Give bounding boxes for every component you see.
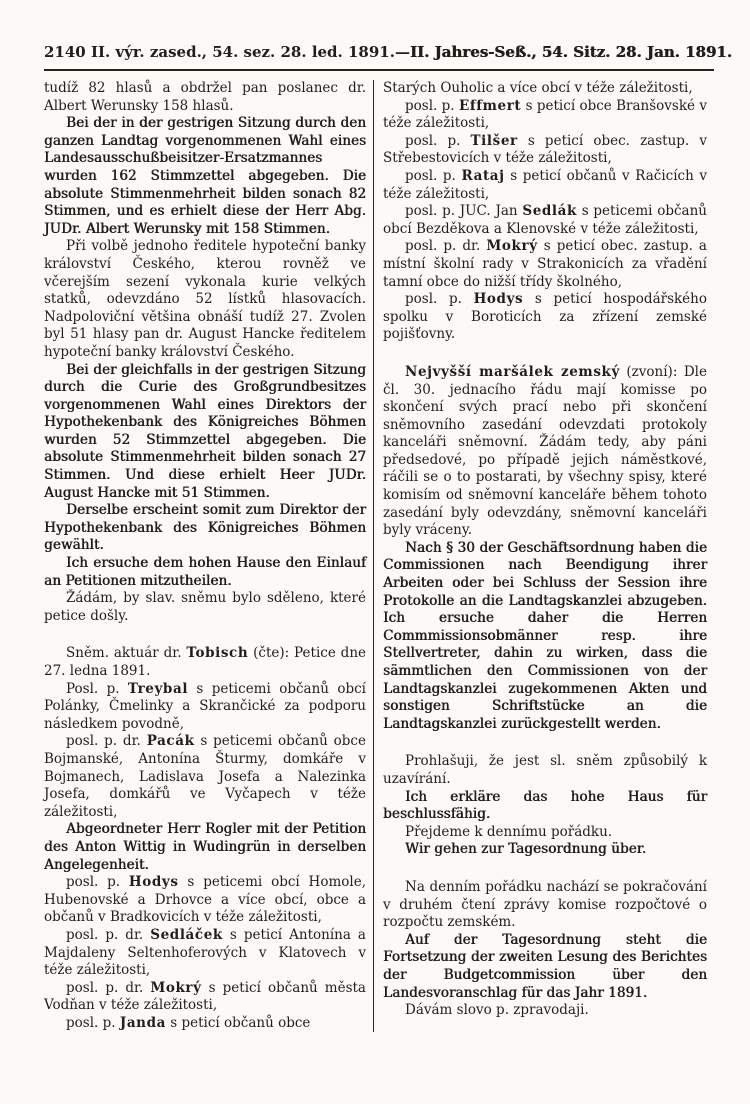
- bold-name: Sedlák: [522, 203, 577, 220]
- header-czech-session: 2140 II. výr. zased., 54. sez. 28. led. 1891.: [44, 43, 395, 61]
- paragraph: [44, 115, 366, 238]
- paragraph: [44, 590, 366, 625]
- text-segment: s peticí občanů města Vodňan v téže záležitosti,: [44, 979, 366, 1014]
- bold-name: Hodys: [128, 874, 179, 891]
- text-segment: s peticemi občanů obcí Polánky, Čmelinky a Skrančické za podporu následkem povodně,: [44, 680, 366, 732]
- text-segment: Abgeordneter Herr Rogler mit der Petition des Anton Wittig in Wudingrün in derselben Angelegenheit.: [44, 821, 366, 873]
- bold-name: Janda: [119, 1014, 166, 1031]
- paragraph: [383, 98, 707, 133]
- text-segment: s peticemi občanů obce Bojmanské, Antonína Šturmy, domkáře v Bojmanech, Ladislava Josefa a Nalezinka Josefa, domkářů ve Vyčapech v téže záležitosti,: [44, 733, 366, 820]
- left-column: [44, 80, 373, 1032]
- paragraph: [44, 238, 366, 361]
- paragraph: [383, 789, 707, 824]
- text-segment: posl. p. dr.: [66, 926, 151, 943]
- paragraph: [44, 681, 366, 734]
- bold-name: Rataj: [461, 167, 505, 184]
- text-segment: Posl. p.: [66, 680, 128, 697]
- bold-name: Nejvyšší maršálek zemský: [405, 363, 620, 380]
- text-segment: Starých Ouholic a více obcí v téže záležitosti,: [383, 80, 693, 96]
- bold-name: Pacák: [146, 733, 195, 750]
- text-segment: s peticí obce Branšovské v téže záležitosti,: [383, 97, 708, 132]
- text-segment: posl. p.: [405, 167, 462, 184]
- right-column: [374, 80, 707, 1032]
- paragraph: [383, 879, 707, 932]
- bold-name: Sedláček: [150, 926, 223, 943]
- text-columns: [44, 80, 714, 1032]
- text-segment: s peticemi občanů obcí Bezděkova a Klenovské v téže záležitosti,: [383, 203, 707, 237]
- text-segment: Přejdeme k dennímu pořádku.: [405, 823, 613, 840]
- paragraph: [44, 645, 366, 680]
- bold-name: Hodys: [473, 291, 524, 308]
- text-segment: Při volbě jednoho ředitele hypoteční banky království Českého, kterou rovněž ve včerejším sezení vykonala kurie velkých statků, odevzdáno 52 lístků hlasovacích. Nadpoloviční většina obnáší tudíž 27. Zvolen byl 51 hlasy pan dr. August Hancke ředitelem hypoteční banky království Českého.: [44, 238, 366, 360]
- text-segment: Ich ersuche dem hohen Hause den Einlauf an Petitionen mitzutheilen.: [44, 555, 366, 589]
- paragraph: [44, 927, 366, 980]
- text-segment: posl. p. dr.: [405, 238, 487, 255]
- header-german-session: II. Jahres-Seß., 54. Sitz. 28. Jan. 1891.: [409, 43, 732, 61]
- bold-name: Mokrý: [150, 979, 202, 996]
- text-segment: posl. p. dr.: [66, 733, 147, 750]
- header-dash: —: [394, 43, 410, 61]
- paragraph: [383, 540, 707, 734]
- paragraph: [44, 733, 366, 821]
- text-segment: Na denním pořádku nachází se pokračování v druhém čtení zprávy komise rozpočtové o rozpočtu zemském.: [383, 878, 707, 931]
- text-segment: Bei der in der gestrigen Sitzung durch den ganzen Landtag vorgenommenen Wahl eines Landesausschußbeisitzer-Ersatzmannes wurden 162 Stimmzettel abgegeben. Die absolute Stimmenmehrheit bilden sonach 82 Stimmen, und es erhielt diese der Herr Abg. JUDr. Albert Werunsky mit 158 Stimmen.: [44, 115, 366, 237]
- paragraph: [44, 874, 366, 927]
- paragraph: [383, 364, 707, 540]
- text-segment: s peticí obec. zastup. v Střebestovicích v téže záležitosti,: [383, 132, 707, 167]
- page-header: [44, 42, 732, 71]
- text-segment: posl. p.: [405, 97, 459, 114]
- paragraph: [383, 824, 707, 842]
- paragraph: [44, 362, 366, 503]
- text-segment: s peticí obec. zastup. a místní školní rady v Strakonicích za vřadění tamní obce do nižší třídy školného,: [383, 238, 707, 290]
- text-segment: posl. p. dr.: [66, 979, 151, 996]
- text-segment: s peticemi obcí Homole, Hubenovské a Drhovce a více obcí, obce a občanů v Bradkovicích v téže záležitosti,: [44, 874, 366, 926]
- text-segment: posl. p.: [405, 132, 471, 149]
- bold-name: Treybal: [127, 680, 189, 697]
- paragraph: [44, 80, 366, 115]
- text-segment: Žádám, by slav. sněmu bylo sděleno, které petice došly.: [44, 590, 366, 624]
- text-segment: s peticí hospodářského spolku v Boroticích za zřízení zemské pojišťovny.: [383, 291, 707, 343]
- bold-name: Tobisch: [186, 645, 249, 662]
- paragraph: [383, 841, 707, 859]
- paragraph: [383, 168, 707, 203]
- text-segment: posl. p.: [66, 1014, 120, 1031]
- text-segment: s peticí občanů v Račicích v téže záležitosti,: [383, 167, 708, 202]
- text-segment: (zvoní): Dle čl. 30. jednacího řádu mají komisse po skončení svých prací nebo při skončení sněmovního zasedání odevzdati protokoly kanceláři sněmovní. Žádám tedy, aby páni předsedové, po případě jejich náměstkové, ráčili se o to postarati, by všechny spisy, které komisím od sněmovní kanceláře během tohoto zasedání byly odevzdány, sněmovní kanceláři byly vráceny.: [383, 363, 707, 539]
- text-segment: s peticí Antonína a Majdaleny Seltenhoferových v Klatovech v téže záležitosti,: [44, 926, 366, 979]
- paragraph: [383, 753, 707, 788]
- text-segment: Ich erkläre das hohe Haus für beschlussfähig.: [383, 788, 707, 823]
- paragraph: [383, 1002, 707, 1020]
- paragraph: [44, 555, 366, 590]
- paragraph: [383, 932, 707, 1002]
- paragraph: [44, 980, 366, 1015]
- paragraph: [44, 1015, 366, 1033]
- paragraph: [44, 821, 366, 874]
- text-segment: Bei der gleichfalls in der gestrigen Sitzung durch die Curie des Großgrundbesitzes vorgenommenen Wahl eines Direktors der Hypothekenbank des Königreiches Böhmen wurden 52 Stimmzettel abgegeben. Die absolute Stimmenmehrheit bilden sonach 27 Stimmen. Und diese erhielt Heer JUDr. August Hancke mit 51 Stimmen.: [44, 361, 366, 501]
- bold-name: Effmert: [458, 97, 522, 114]
- paragraph: [383, 238, 707, 291]
- paragraph: [44, 502, 366, 555]
- paragraph: [383, 291, 707, 344]
- paragraph: [383, 80, 707, 98]
- text-segment: (čte): Petice dne 27. ledna 1891.: [44, 645, 367, 679]
- text-segment: Prohlašuji, že jest sl. sněm způsobilý k uzavírání.: [383, 753, 707, 787]
- text-segment: posl. p.: [405, 291, 474, 308]
- paragraph: [383, 203, 707, 238]
- paragraph: [383, 133, 707, 168]
- text-segment: Dávám slovo p. zpravodaji.: [405, 1002, 589, 1019]
- text-segment: s peticí občanů obce: [165, 1014, 311, 1031]
- text-segment: Wir gehen zur Tagesordnung über.: [405, 841, 647, 858]
- text-segment: Nach § 30 der Geschäftsordnung haben die Commissionen nach Beendigung ihrer Arbeiten oder bei Schluss der Session ihre Protokolle an die Landtagskanzlei abzugeben. Ich ersuche daher die Herren Commmissionsobmänner resp. ihre Stellvertreter, dahin zu wirken, dass die sämmtlichen den Commissionen von der Landtagskanzlei zugekommenen Akten und sonstigen Schriftstücke an die Landtagskanzlei zurückgestellt werden.: [383, 539, 707, 732]
- text-segment: posl. p.: [66, 874, 129, 891]
- text-segment: Auf der Tagesordnung steht die Fortsetzung der zweiten Lesung des Berichtes der Budgetcommission über den Landesvoranschlag für das Jahr 1891.: [383, 931, 707, 1001]
- text-segment: posl. p. JUC. Jan: [405, 203, 523, 220]
- text-segment: tudíž 82 hlasů a obdržel pan poslanec dr. Albert Werunsky 158 hlasů.: [44, 80, 366, 114]
- bold-name: Tilšer: [470, 132, 518, 149]
- text-segment: Sněm. aktuár dr.: [66, 645, 187, 662]
- text-segment: Derselbe erscheint somit zum Direktor der Hypothekenbank des Königreiches Böhmen gewählt.: [44, 502, 366, 554]
- bold-name: Mokrý: [486, 238, 538, 255]
